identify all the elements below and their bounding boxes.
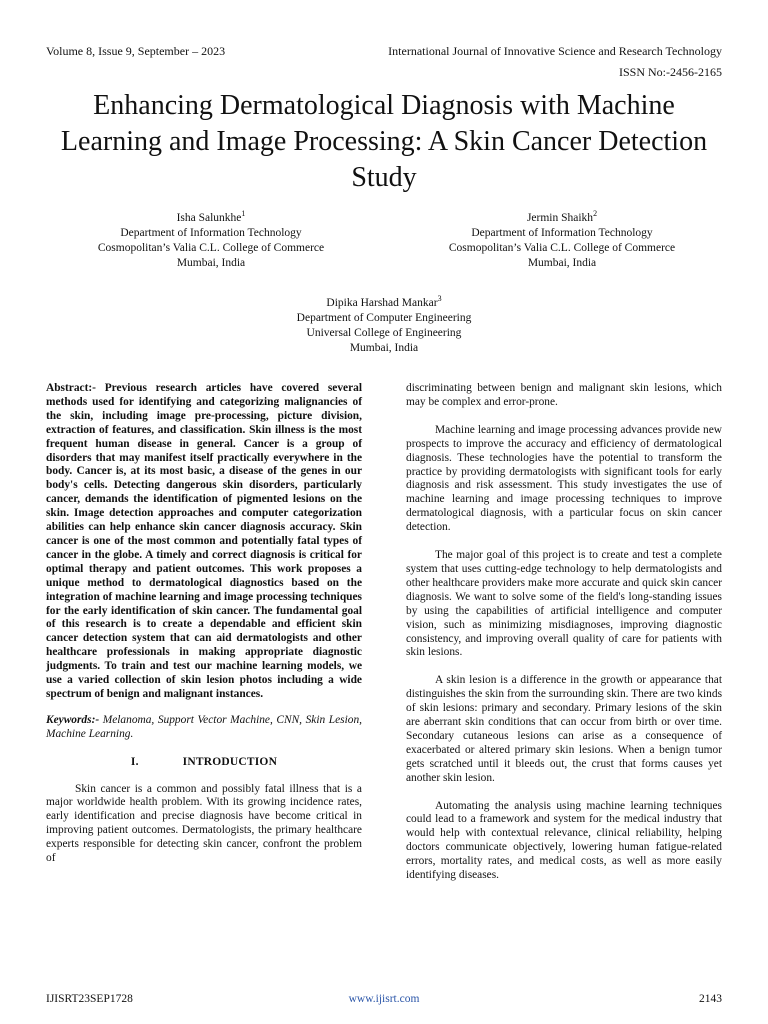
journal-url-link[interactable]: www.ijisrt.com: [348, 993, 420, 1005]
keywords-label: Keywords:-: [46, 713, 100, 726]
volume-issue: Volume 8, Issue 9, September – 2023: [46, 44, 226, 58]
paragraph: Machine learning and image processing advances provide new prospects to improve the accuracy and efficiency of dermatological diagnosis. These technologies have the potential to transform the practice by providing dermatologists with significant tools for early diagnosis and risk assessment. This study investigates the use of machine learning and image processing techniques to improve dermatological diagnosis, with a particular focus on skin cancer detection.: [406, 423, 722, 534]
author-city: Mumbai, India: [349, 342, 419, 354]
abstract: Abstract:- Previous research articles have covered several methods used for identifying and categorizing malignancies of the skin, including image pre-processing, picture division, extraction of features, and classification. Skin illness is the most frequent human disease in general. Cancer is a group of disorders that may manifest itself practically everywhere in the body. Cancer is, at its most basic, a disease of the genes in our body's cells. Detecting dangerous skin disorders, particularly cancer, demands the identification of pigmented lesions on the skin. Image detection approaches and computer categorization abilities can help enhance skin cancer diagnosis accuracy. Skin cancer is one of the most common and potentially fatal types of cancer in the globe. A timely and correct diagnosis is critical for optimal therapy and patient outcomes. This work proposes a unique method to dermatological diagnostics based on the integration of machine learning and image processing techniques for the early identification of skin cancer. The fundamental goal of this research is to create a dependable and efficient skin cancer detection system that can aid dermatologists and other healthcare professionals in making appropriate diagnostic judgments. To train and test our machine learning models, we use a varied collection of skin lesion photos including a wide spectrum of benign and malignant instances.: [46, 382, 362, 700]
author-department: Department of Information Technology: [471, 227, 653, 239]
author-department: Department of Computer Engineering: [296, 312, 472, 324]
keywords-text: Melanoma, Support Vector Machine, CNN, Skin Lesion, Machine Learning.: [46, 713, 362, 740]
author-institution: Cosmopolitan’s Valia C.L. College of Commerce: [97, 242, 325, 254]
author-name: Isha Salunkhe: [176, 212, 242, 224]
author-affil-number: 2: [593, 209, 598, 219]
paper-title: Enhancing Dermatological Diagnosis with Machine Learning and Image Processing: A Skin Cancer Detection Study: [60, 90, 708, 193]
author-department: Department of Information Technology: [120, 227, 302, 239]
author-name: Jermin Shaikh: [526, 212, 594, 224]
section-title: INTRODUCTION: [182, 755, 278, 768]
author-3: [224, 296, 544, 356]
author-affil-number: 1: [241, 209, 246, 219]
author-institution: Cosmopolitan’s Valia C.L. College of Commerce: [448, 242, 676, 254]
author-name: Dipika Harshad Mankar: [326, 297, 438, 309]
section-number: I.: [130, 755, 139, 768]
page-number: 2143: [699, 993, 722, 1005]
author-institution: Universal College of Engineering: [306, 327, 462, 339]
author-1: [46, 211, 376, 271]
issn: ISSN No:-2456-2165: [618, 65, 722, 79]
right-column: [406, 382, 722, 883]
paragraph: The major goal of this project is to create and test a complete system that uses cutting-edge technology to help dermatologists and other healthcare providers make more accurate and quick skin cancer diagnosis. We want to solve some of the field's long-standing issues by using the capabilities of artificial intelligence and computer vision, such as minimizing misdiagnoses, improving diagnostic consistency, and improving overall quality of care for patients with skin lesions.: [406, 549, 722, 659]
author-affil-number: 3: [437, 294, 442, 304]
paper-id: IJISRT23SEP1728: [46, 993, 133, 1005]
intro-paragraph: Skin cancer is a common and possibly fatal illness that is a major worldwide health problem. With its growing incidence rates, early identification and precise diagnosis have become critical in improving patient outcomes. Dermatologists, the primary healthcare experts responsible for detecting skin cancer, confront the problem of: [46, 782, 362, 865]
author-city: Mumbai, India: [527, 257, 597, 269]
section-heading: [46, 756, 362, 770]
author-city: Mumbai, India: [176, 257, 246, 269]
paragraph-continued: discriminating between benign and malignant skin lesions, which may be complex and error-prone.: [406, 382, 722, 408]
keywords: [46, 714, 362, 742]
left-column: [46, 382, 362, 866]
author-2: [402, 211, 722, 271]
journal-name: International Journal of Innovative Science and Research Technology: [388, 44, 722, 58]
paragraph: Automating the analysis using machine learning techniques could lead to a framework and system for the medical industry that would help with contextual relevance, clinical reliability, helping doctors communicate objectively, lowering human fatigue-related errors, mortality rates, and medical costs, as well as more easily identifying diseases.: [406, 799, 722, 882]
paragraph: A skin lesion is a difference in the growth or appearance that distinguishes the skin from the surrounding skin. There are two kinds of skin lesions: primary and secondary. Primary lesions of the skin are aberrant skin conditions that can occur from birth or over time. Secondary cutaneous lesions can arise as a consequence of exacerbated or altered primary skin lesions. When a benign tumor gets scratched until it bleeds out, the crust that forms causes yet another skin lesion.: [406, 674, 722, 784]
